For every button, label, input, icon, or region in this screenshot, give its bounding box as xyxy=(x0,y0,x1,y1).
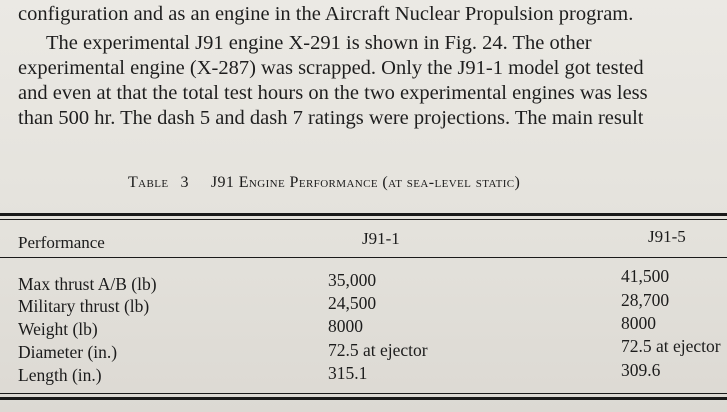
row-label: Length (in.) xyxy=(18,365,102,385)
row-label: Weight (lb) xyxy=(18,319,98,339)
column-header-j91-1: J91-1 xyxy=(362,229,400,248)
value-j91-1: 72.5 at ejector xyxy=(328,340,428,360)
table-caption-number: 3 xyxy=(180,174,189,191)
table-bottom-rule-thin xyxy=(0,393,727,394)
value-j91-1: 315.1 xyxy=(328,363,368,383)
table-caption-title: J91 Engine Performance (at sea-level static) xyxy=(210,174,521,191)
table-bottom-rule xyxy=(0,397,727,400)
paragraph-line: than 500 hr. The dash 5 and dash 7 ratings were projections. The main result xyxy=(18,107,644,129)
value-j91-5: 72.5 at ejector xyxy=(621,336,721,356)
row-label: Max thrust A/B (lb) xyxy=(18,274,157,294)
value-j91-5: 28,700 xyxy=(621,290,670,310)
value-j91-5: 8000 xyxy=(621,313,656,333)
value-j91-1: 24,500 xyxy=(328,293,377,313)
table-caption-label: Table xyxy=(128,174,169,191)
row-label: Diameter (in.) xyxy=(18,342,118,362)
row-label: Military thrust (lb) xyxy=(18,296,150,316)
value-j91-1: 35,000 xyxy=(328,270,377,290)
column-header-performance: Performance xyxy=(18,233,105,252)
paragraph-line: experimental engine (X-287) was scrapped. Only the J91-1 model got tested xyxy=(18,57,644,79)
value-j91-5: 309.6 xyxy=(621,360,661,380)
paragraph-line: configuration and as an engine in the Aircraft Nuclear Propulsion program. xyxy=(18,3,634,25)
paragraph-line: and even at that the total test hours on the two experimental engines was less xyxy=(18,82,648,104)
table-caption xyxy=(128,174,520,192)
paragraph-line: The experimental J91 engine X-291 is shown in Fig. 24. The other xyxy=(46,32,592,54)
table-header-rule xyxy=(0,257,727,258)
table-top-rule xyxy=(0,213,727,216)
value-j91-1: 8000 xyxy=(328,316,363,336)
column-header-j91-5: J91-5 xyxy=(648,227,686,246)
value-j91-5: 41,500 xyxy=(621,266,670,286)
table-top-rule-thin xyxy=(0,219,727,220)
